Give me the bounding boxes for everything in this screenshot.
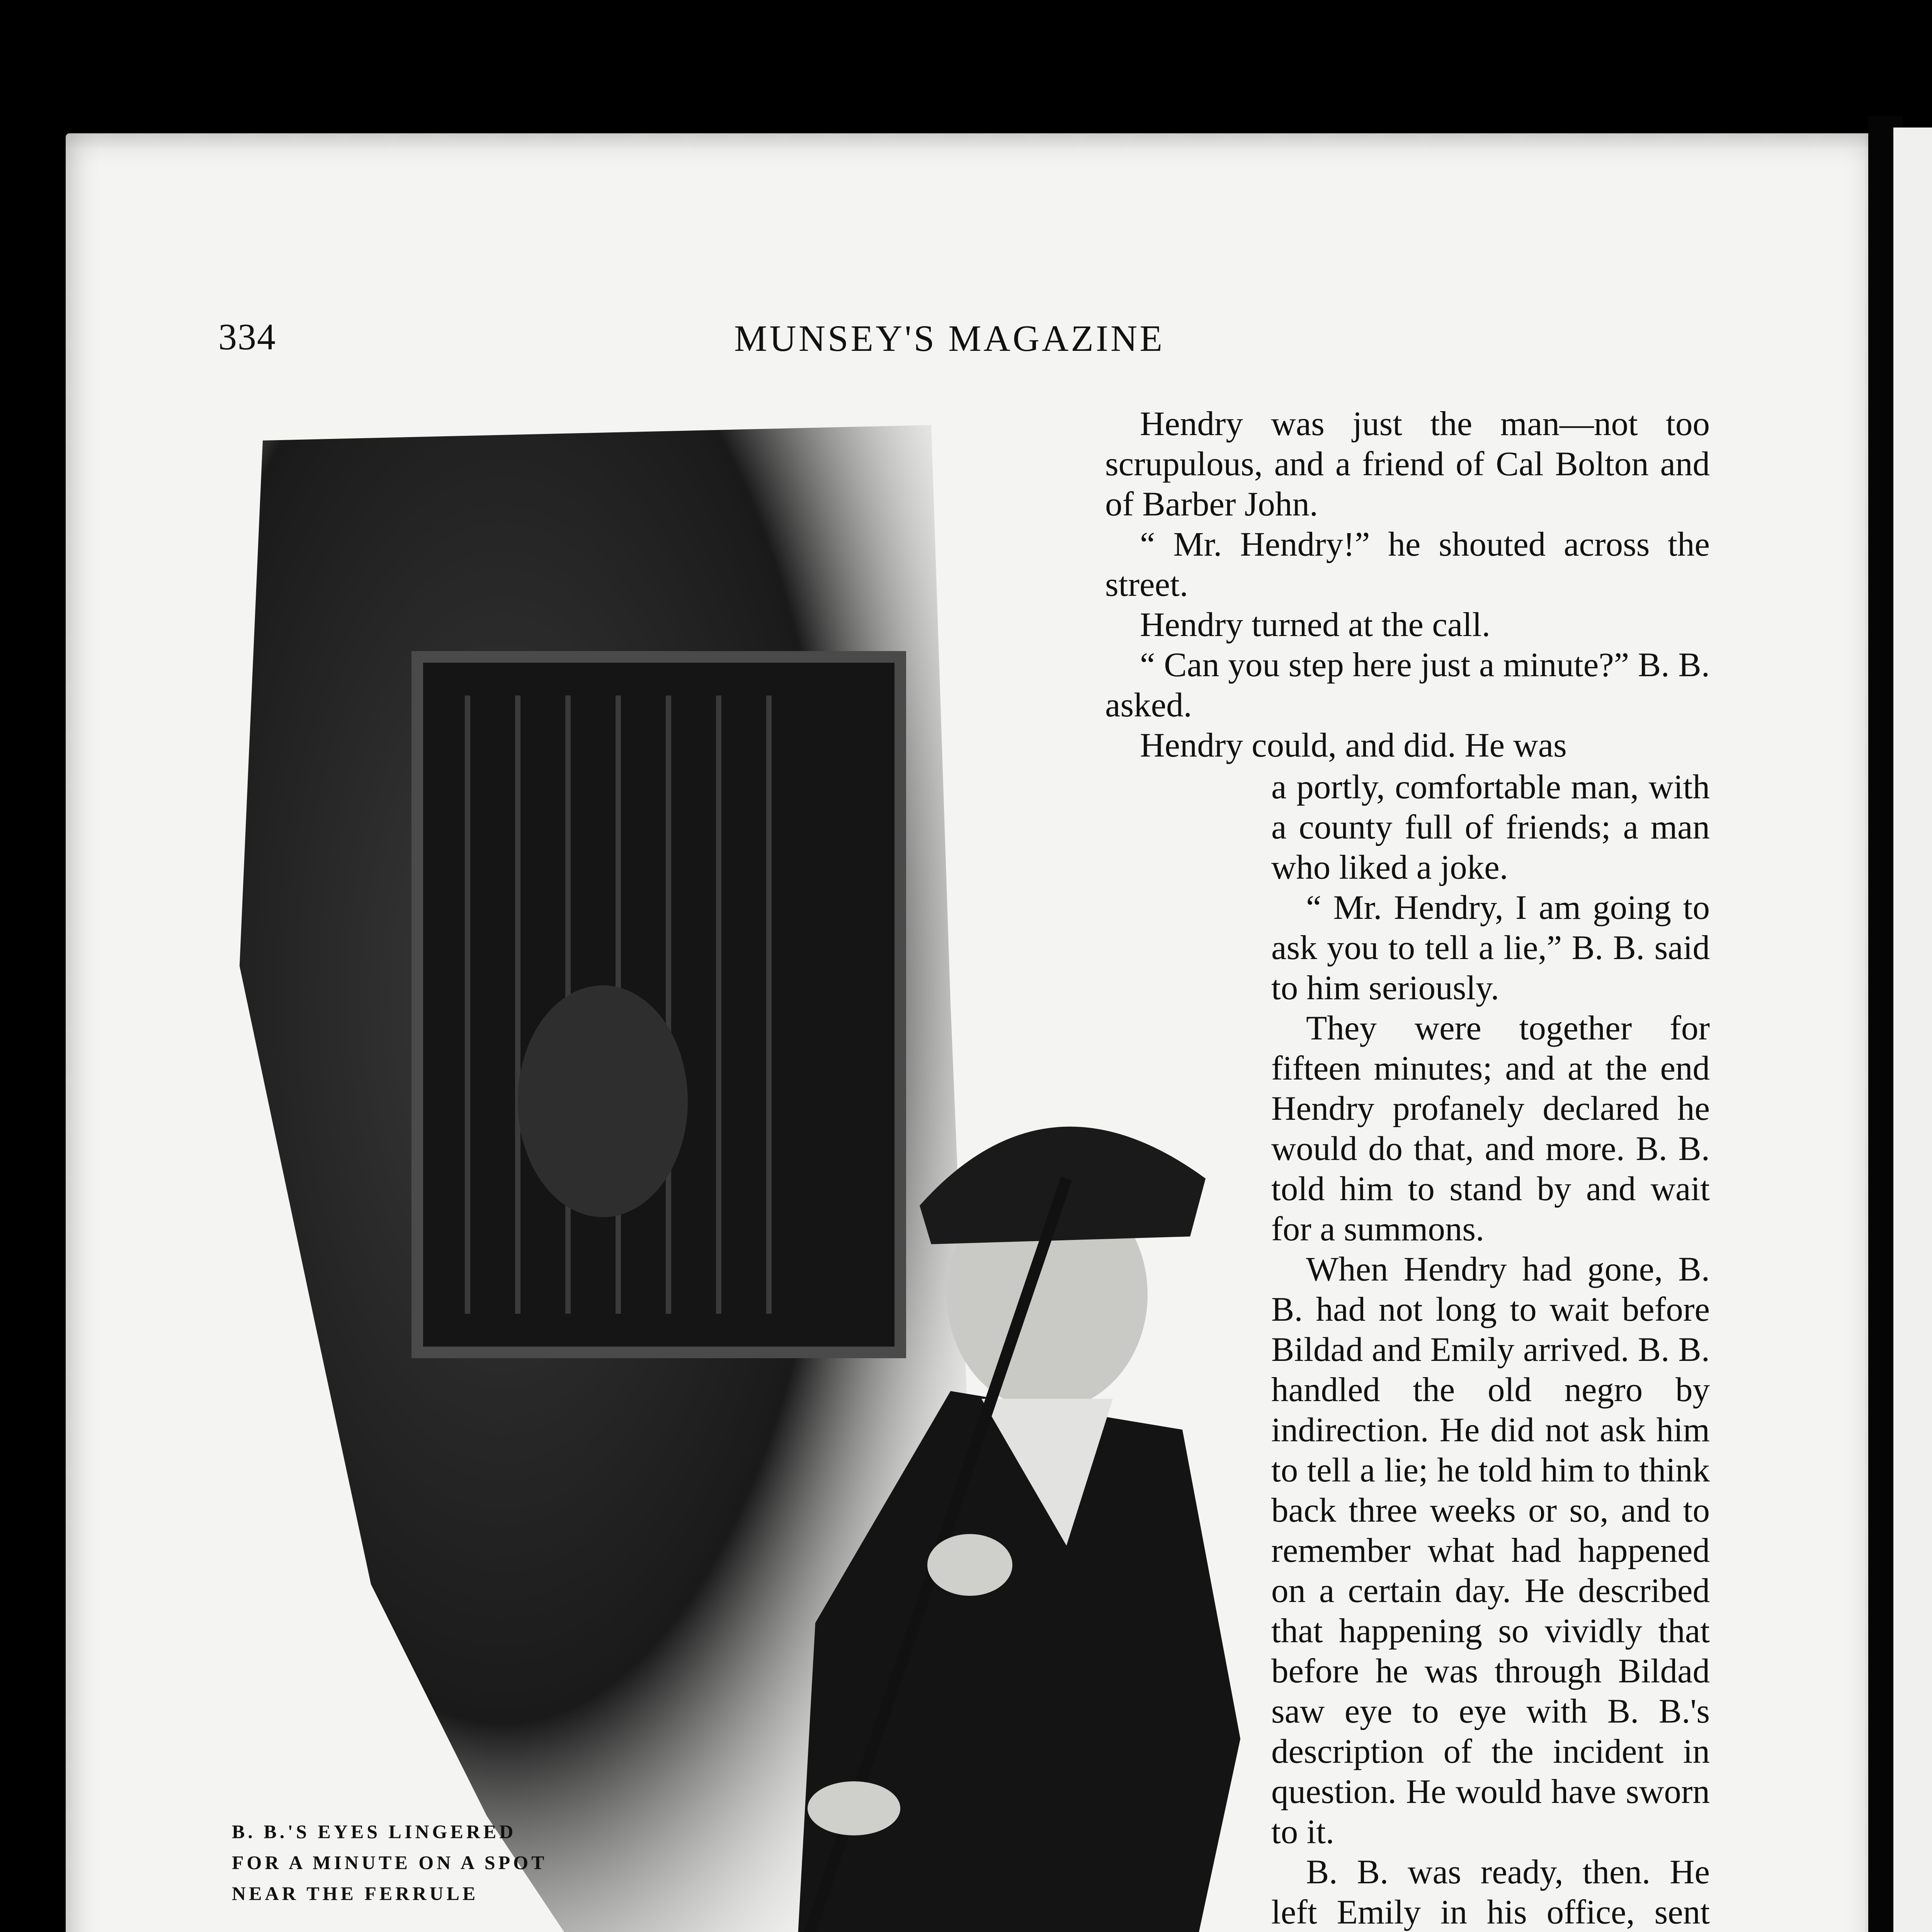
illustration: [216, 425, 1260, 1932]
right-column-narrow: [1271, 767, 1710, 1932]
next-page-edge: [1893, 128, 1932, 1932]
caption-line: NEAR THE FERRULE: [232, 1883, 479, 1904]
paragraph: “ Mr. Hendry, I am going to ask you to tell a lie,” B. B. said to him seriously.: [1271, 889, 1710, 1007]
right-column-top: [1105, 404, 1710, 765]
window-frame: [417, 657, 900, 1352]
paragraph: B. B. was ready, then. He left Emily in his office, sent: [1271, 1853, 1710, 1931]
paragraph: “ Mr. Hendry!” he shouted across the street.: [1105, 526, 1710, 604]
hand-lower: [808, 1781, 900, 1835]
page-number: 334: [218, 316, 276, 357]
face-in-window: [518, 985, 688, 1217]
running-head: MUNSEY'S MAGAZINE: [734, 318, 1165, 359]
page-header: [0, 317, 1932, 371]
paragraph: When Hendry had gone, B. B. had not long to wait before Bildad and Emily arrived. B. B. handled the old negro by indirection. He did not ask him to tell a lie; he told him to think back three weeks or so, and to remember what had happened on a certain day. He described that happening so vividly that before he was through Bildad saw eye to eye with B. B.'s description of the incident in question. He would have sworn to it.: [1271, 1250, 1710, 1851]
paragraph: Hendry turned at the call.: [1140, 606, 1490, 644]
paragraph: Hendry was just the man—not too scrupulous, and a friend of Cal Bolton and of Barber John.: [1105, 405, 1710, 523]
illustration-caption: [232, 1816, 657, 1909]
caption-line: B. B.'S EYES LINGERED: [232, 1821, 517, 1842]
paragraph: “ Can you step here just a minute?” B. B. asked.: [1105, 646, 1710, 724]
paragraph: Hendry could, and did. He was: [1140, 726, 1567, 764]
paragraph: a portly, comfortable man, with a county full of friends; a man who liked a joke.: [1271, 768, 1710, 886]
caption-line: FOR A MINUTE ON A SPOT: [232, 1852, 548, 1873]
hand-upper: [927, 1534, 1012, 1596]
paragraph: They were together for fifteen minutes; and at the end Hendry profanely declared he would do that, and more. B. B. told him to stand by and wait for a summons.: [1271, 1009, 1710, 1248]
